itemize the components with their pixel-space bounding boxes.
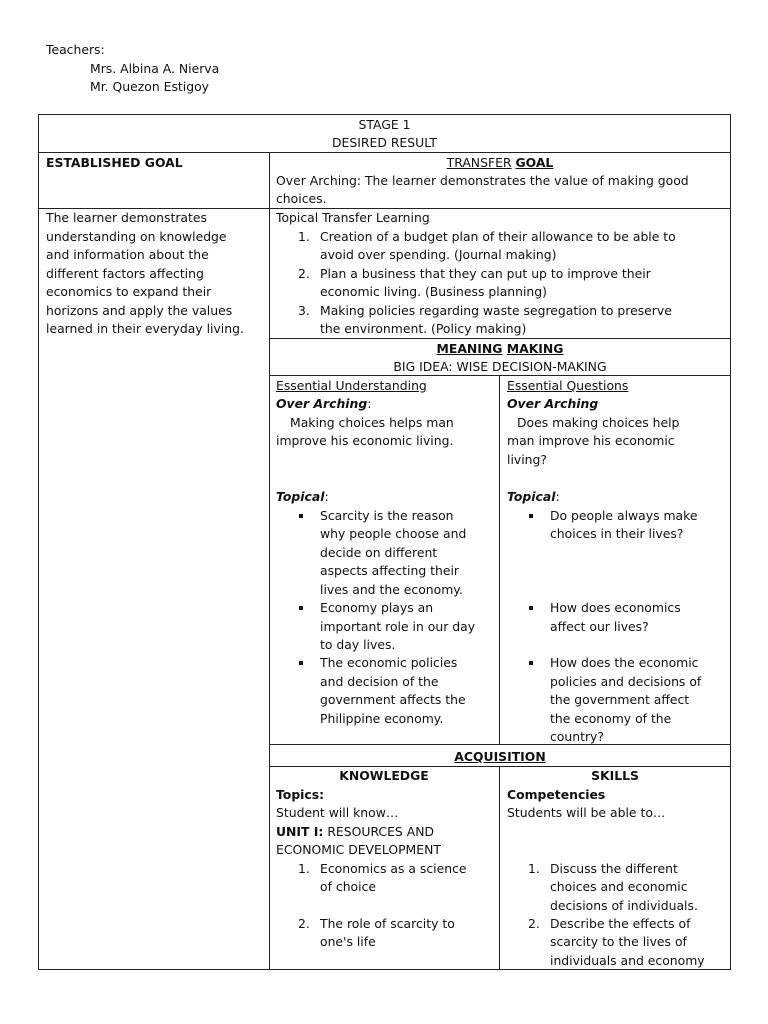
rule [269,744,731,745]
meaning-making-header [269,340,731,359]
knowledge-header: KNOWLEDGE [339,768,429,783]
list-number: 1. [298,229,310,244]
essential-questions-header: Essential Questions [507,378,629,393]
topical-label [507,488,560,507]
list-item: Economics as a science [320,861,467,876]
topical-transfer-label: Topical Transfer Learning [276,210,430,225]
list-number: 2. [298,266,310,281]
bullet-text: country? [550,729,604,744]
stage-title: STAGE 1 [358,117,411,132]
label-colon: : [324,489,329,504]
rule [499,375,500,744]
list-item: of choice [320,879,377,894]
topical-label [276,488,329,507]
over-arching-goal: choices. [276,191,327,206]
label-colon: : [367,396,372,411]
bullet-icon [529,661,533,665]
bullet-text: to day lives. [320,637,396,652]
list-item: individuals and economy [550,953,705,968]
list-number: 1. [528,861,540,876]
question-text: man improve his economic [507,433,675,448]
bullet-text: the government affect [550,692,690,707]
label-colon: : [555,489,560,504]
bullet-icon [299,661,303,665]
over-arching-label: Over Arching [507,396,599,411]
bullet-icon [299,514,303,518]
bullet-icon [529,514,533,518]
transfer-goal-header [269,154,731,173]
skills-intro: Students will be able to… [507,805,666,820]
list-item: Creation of a budget plan of their allowance to be able to [320,229,676,244]
goal-line: The learner demonstrates [46,210,207,225]
list-item: avoid over spending. (Journal making) [320,247,557,262]
bullet-text: the economy of the [550,711,672,726]
label-text: Topical [507,489,556,504]
teacher-name: Mr. Quezon Estigoy [90,79,209,94]
unit-title [276,823,434,842]
bullet-text: Do people always make [550,508,698,523]
question-text: Does making choices help [517,415,680,430]
bullet-text: aspects affecting their [320,563,459,578]
bullet-text: The economic policies [320,655,458,670]
unit-name: RESOURCES AND [323,824,435,839]
bullet-text: How does economics [550,600,681,615]
rule [499,766,500,970]
competencies-label: Competencies [507,787,606,802]
bullet-text: affect our lives? [550,619,649,634]
list-item: Discuss the different [550,861,678,876]
bullet-text: decide on different [320,545,438,560]
bullet-text: How does the economic [550,655,699,670]
acquisition-header: ACQUISITION [454,749,546,764]
bullet-text: why people choose and [320,526,467,541]
list-item: economic living. (Business planning) [320,284,547,299]
transfer-word: TRANSFER [446,155,512,170]
bullet-text: Philippine economy. [320,711,444,726]
meaning-word: MEANING [436,341,503,356]
goal-line: learned in their everyday living. [46,321,244,336]
topics-label: Topics: [276,787,325,802]
big-idea: BIG IDEA: WISE DECISION-MAKING [393,359,607,374]
list-item: The role of scarcity to [320,916,455,931]
list-item: one's life [320,934,376,949]
understanding-text: Making choices helps man [290,415,454,430]
goal-line: and information about the [46,247,209,262]
bullet-icon [299,606,303,610]
established-goal-header: ESTABLISHED GOAL [46,155,183,170]
label-text: Topical [276,489,325,504]
list-item: choices and economic [550,879,688,894]
list-item: Plan a business that they can put up to improve their [320,266,651,281]
list-item: the environment. (Policy making) [320,321,527,336]
label-text: Over Arching [276,396,368,411]
goal-line: horizons and apply the values [46,303,233,318]
list-number: 2. [298,916,310,931]
goal-line: economics to expand their [46,284,212,299]
bullet-text: important role in our day [320,619,476,634]
list-item: Making policies regarding waste segregation to preserve [320,303,672,318]
bullet-icon [529,606,533,610]
bullet-text: Economy plays an [320,600,434,615]
unit-label: UNIT I: [276,824,324,839]
list-number: 3. [298,303,310,318]
bullet-text: policies and decisions of [550,674,702,689]
bullet-text: government affects the [320,692,466,707]
over-arching-goal: Over Arching: The learner demonstrates the value of making good [276,173,689,188]
goal-word: GOAL [515,155,554,170]
unit-title-line: ECONOMIC DEVELOPMENT [276,842,441,857]
teachers-label: Teachers: [46,42,105,57]
list-number: 1. [298,861,310,876]
bullet-text: and decision of the [320,674,439,689]
bullet-text: lives and the economy. [320,582,463,597]
list-item: Describe the effects of [550,916,691,931]
skills-header: SKILLS [591,768,639,783]
teacher-name: Mrs. Albina A. Nierva [90,61,220,76]
list-number: 2. [528,916,540,931]
knowledge-intro: Student will know… [276,805,399,820]
rule [269,152,270,970]
goal-line: different factors affecting [46,266,204,281]
understanding-text: improve his economic living. [276,433,454,448]
question-text: living? [507,452,547,467]
list-item: decisions of individuals. [550,898,698,913]
goal-line: understanding on knowledge [46,229,227,244]
making-word: MAKING [506,341,564,356]
bullet-text: Scarcity is the reason [320,508,454,523]
list-item: scarcity to the lives of [550,934,687,949]
bullet-text: choices in their lives? [550,526,684,541]
over-arching-label [276,395,371,414]
stage-subtitle: DESIRED RESULT [332,135,437,150]
essential-understanding-header: Essential Understanding [276,378,427,393]
